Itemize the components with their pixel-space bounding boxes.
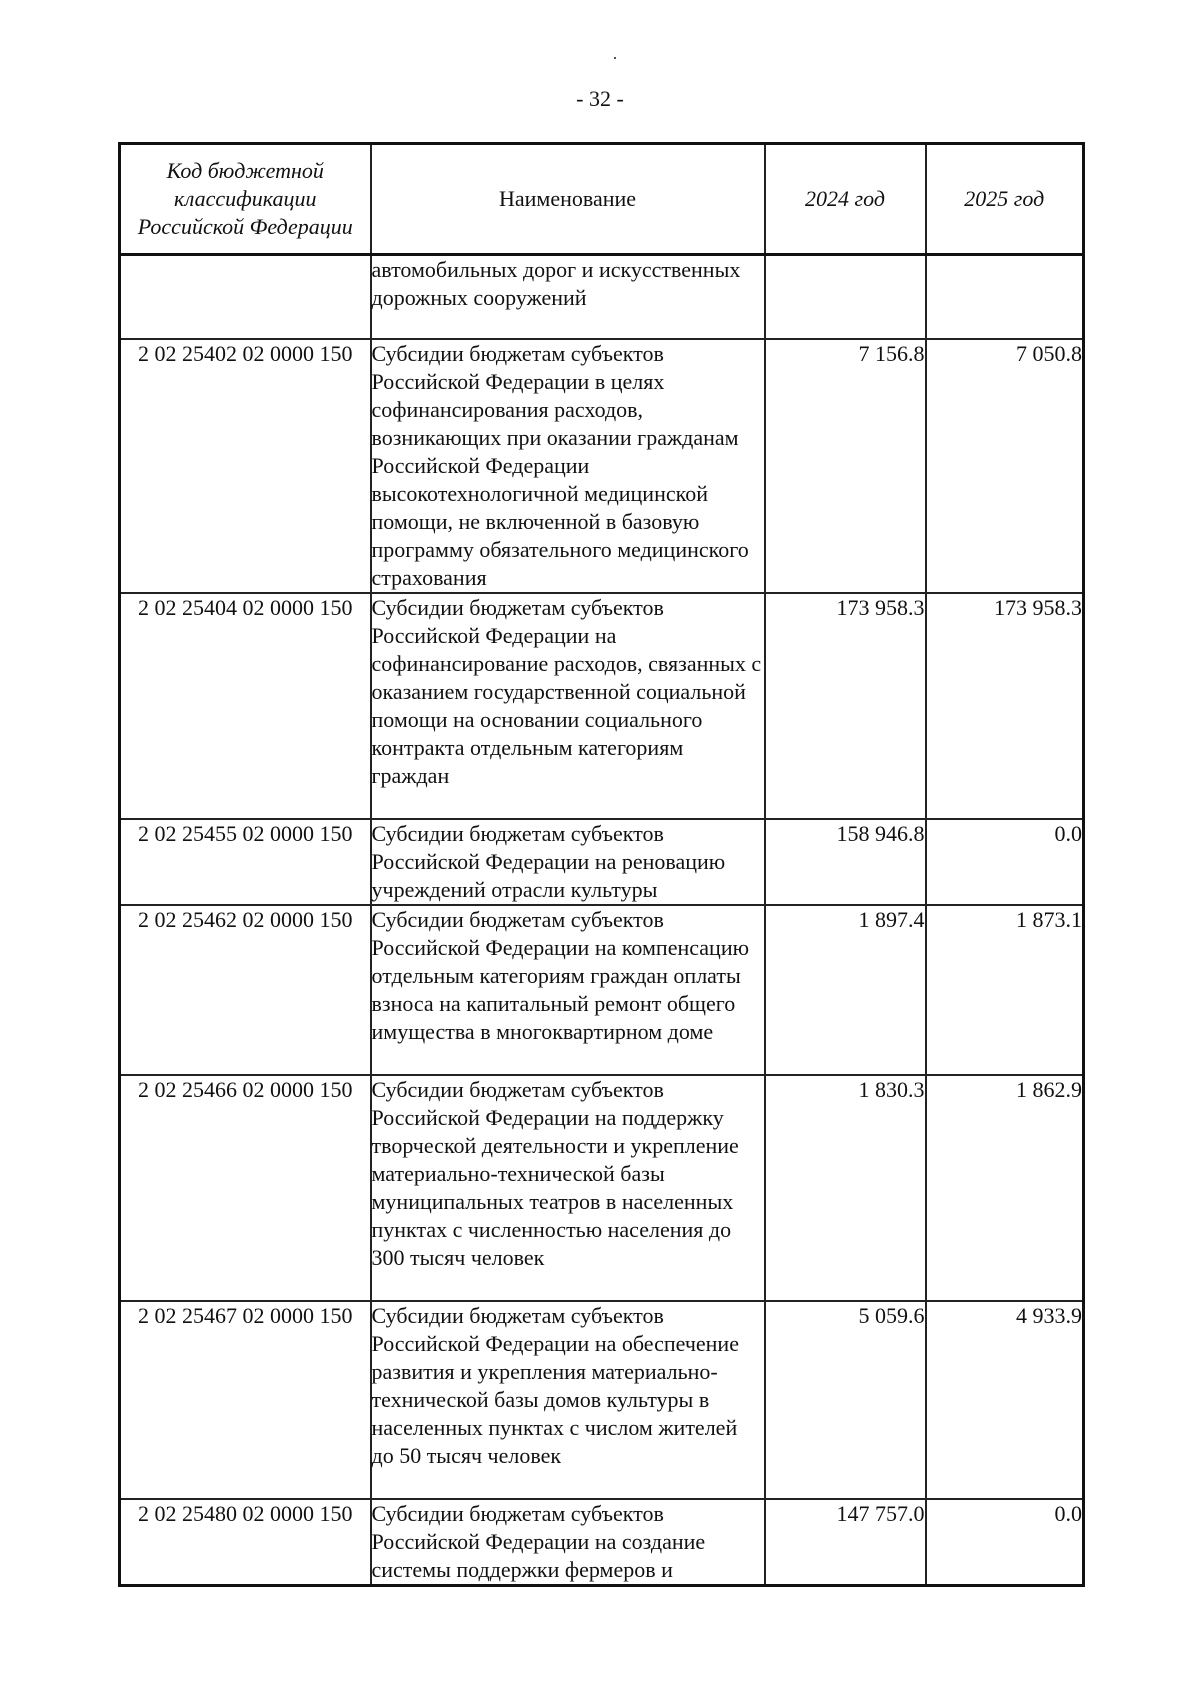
row-value-2025: 4 933.9 <box>926 1301 1084 1499</box>
header-2024: 2024 год <box>765 144 926 255</box>
row-code: 2 02 25455 02 0000 150 <box>120 819 371 905</box>
row-value-2025: 7 050.8 <box>926 339 1084 593</box>
row-value-2025: 1 862.9 <box>926 1075 1084 1301</box>
row-name: Субсидии бюджетам субъектов Российской Федерации на обеспечение развития и укрепления материально-технической базы домов культуры в населенных пунктах с числом жителей до 50 тысяч человек <box>371 1301 765 1499</box>
row-value-2025: 173 958.3 <box>926 593 1084 819</box>
row-name: Субсидии бюджетам субъектов Российской Федерации на софинансирование расходов, связанных с оказанием государственной социальной помощи на основании социального контракта отдельным категориям граждан <box>371 593 765 819</box>
header-name: Наименование <box>371 144 765 255</box>
row-value-2024: 1 897.4 <box>765 905 926 1075</box>
row-code <box>120 255 371 339</box>
row-value-2025 <box>926 255 1084 339</box>
row-value-2025: 1 873.1 <box>926 905 1084 1075</box>
table-row <box>120 819 1084 905</box>
table-header-row <box>120 144 1084 255</box>
scan-speck <box>614 57 616 59</box>
row-name: Субсидии бюджетам субъектов Российской Федерации на компенсацию отдельным категориям граждан оплаты взноса на капитальный ремонт общего имущества в многоквартирном доме <box>371 905 765 1075</box>
row-value-2025: 0.0 <box>926 1499 1084 1586</box>
table-row <box>120 1301 1084 1499</box>
table-row <box>120 339 1084 593</box>
row-value-2025: 0.0 <box>926 819 1084 905</box>
row-value-2024: 7 156.8 <box>765 339 926 593</box>
row-value-2024: 173 958.3 <box>765 593 926 819</box>
row-value-2024: 5 059.6 <box>765 1301 926 1499</box>
table-row <box>120 1075 1084 1301</box>
table-row <box>120 1499 1084 1586</box>
row-name: автомобильных дорог и искусственных дорожных сооружений <box>371 255 765 339</box>
row-name: Субсидии бюджетам субъектов Российской Федерации на создание системы поддержки фермеров и <box>371 1499 765 1586</box>
row-name: Субсидии бюджетам субъектов Российской Федерации на поддержку творческой деятельности и укрепление материально-технической базы муниципальных театров в населенных пунктах с численностью населения до 300 тысяч человек <box>371 1075 765 1301</box>
row-value-2024 <box>765 255 926 339</box>
row-code: 2 02 25466 02 0000 150 <box>120 1075 371 1301</box>
header-2025: 2025 год <box>926 144 1084 255</box>
row-code: 2 02 25402 02 0000 150 <box>120 339 371 593</box>
row-code: 2 02 25462 02 0000 150 <box>120 905 371 1075</box>
table-row <box>120 255 1084 339</box>
budget-table <box>118 142 1085 1587</box>
table-row <box>120 905 1084 1075</box>
page-number: - 32 - <box>576 86 624 111</box>
row-value-2024: 158 946.8 <box>765 819 926 905</box>
row-name: Субсидии бюджетам субъектов Российской Федерации на реновацию учреждений отрасли культуры <box>371 819 765 905</box>
row-code: 2 02 25467 02 0000 150 <box>120 1301 371 1499</box>
row-name: Субсидии бюджетам субъектов Российской Федерации в целях софинансирования расходов, возникающих при оказании гражданам Российской Федерации высокотехнологичной медицинской помощи, не включенной в базовую программу обязательного медицинского страхования <box>371 339 765 593</box>
row-value-2024: 147 757.0 <box>765 1499 926 1586</box>
table-row <box>120 593 1084 819</box>
header-code: Код бюджетной классификации Российской Федерации <box>120 144 371 255</box>
row-code: 2 02 25404 02 0000 150 <box>120 593 371 819</box>
row-code: 2 02 25480 02 0000 150 <box>120 1499 371 1586</box>
row-value-2024: 1 830.3 <box>765 1075 926 1301</box>
